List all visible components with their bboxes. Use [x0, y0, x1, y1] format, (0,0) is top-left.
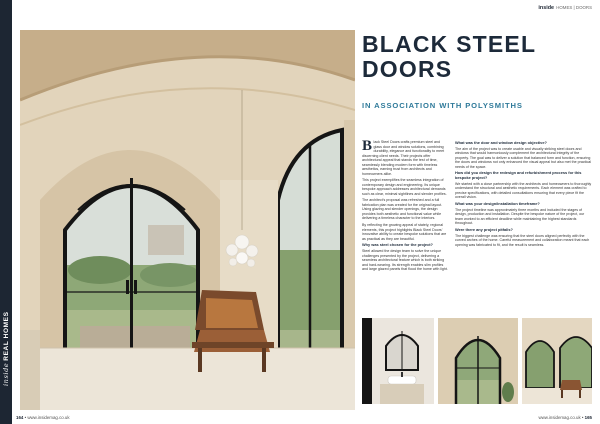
body-paragraph: This project exemplifies the seamless integration of contemporary design and engineering. Its unique bespoke approach addresses architectural demands such as clear, minimal sightlines and slender profiles. — [362, 178, 447, 196]
footer-url-left: www.insidemag.co.uk — [27, 415, 70, 420]
thumbnail-living-room — [522, 318, 592, 404]
body-paragraph: By reflecting the growing appeal of stately, regional elements, this project highlights Black Steel Doors' innovative ability to create bespoke solutions that are as practical as they are beautiful. — [362, 223, 447, 241]
band-brand: inside — [2, 362, 10, 386]
footer-url-right: www.insidemag.co.uk — [538, 415, 581, 420]
page-subtitle: IN ASSOCIATION WITH POLYSMITHS — [362, 101, 523, 110]
body-paragraph: The architect's proposal was refreshed and a full fabrication plan was created for the original layout. Using glazing and slender openings, the design provides both aesthetic and functional value while delivering a timeless character to the interiors. — [362, 198, 443, 221]
section-band — [0, 0, 12, 424]
body-paragraph: We started with a close partnership with the architects and homeowners to thoroughly understand the structural and aesthetic requirements. Each element was crafted to precise specifications, with detailed consultations ensuring that every piece fit the overall vision. — [455, 181, 592, 200]
thumbnail-arch-door — [438, 318, 518, 404]
body-column-2 — [455, 140, 592, 316]
question-heading: Were there any project pitfalls? — [455, 227, 513, 232]
footer-separator: • — [581, 415, 584, 420]
title-line-2: DOORS — [362, 56, 453, 82]
intro-paragraph — [362, 140, 448, 176]
footer-right — [538, 415, 592, 420]
footer-separator: • — [24, 415, 27, 420]
body-paragraph: The biggest challenge was ensuring that the steel doors aligned perfectly with the curved arches of the home. Careful measurement and collaboration meant that each opening was fabricated to fit, and the result is seamless. — [455, 233, 590, 247]
thumbnail-bathroom — [362, 318, 434, 404]
band-section: REAL HOMES — [3, 311, 10, 361]
page-title — [362, 32, 594, 82]
drop-cap: B — [362, 140, 373, 154]
running-header — [538, 5, 592, 11]
page-number-right: 165 — [584, 415, 592, 420]
question-heading: Why was steel chosen for the project? — [362, 242, 433, 248]
section-label — [2, 311, 10, 386]
question-heading: How did you design the redesign and refurbishment process for this bespoke project? — [455, 170, 582, 181]
title-line-1: BLACK STEEL — [362, 31, 537, 57]
question-heading: What was your design/installation timeframe? — [455, 201, 540, 207]
header-brand: inside — [538, 5, 554, 11]
body-paragraph: Steel allowed the design team to solve the unique challenges presented by the project, delivering a seamless architectural feature which is both striking and hard-wearing. Its strength enables slim profiles and large glazed panels that flood the home with light. — [362, 249, 448, 272]
question-heading: What was the door and window design objective? — [455, 140, 547, 145]
hero-photo — [20, 30, 355, 410]
body-paragraph: The project timeline was approximately three months and included the stages of design, production and installation. Despite the bespoke nature of the project, our team worked to an efficient deadline while maintaining the highest standards throughout. — [455, 207, 585, 226]
page-number-left: 164 — [16, 415, 24, 420]
body-column-1 — [362, 140, 448, 316]
intro-text: lack Steel Doors crafts premium steel and glass door and window solutions, combining durability, elegance and functionality to meet discerning client needs. Their projects offer architectural appeal that stands the test of time, seamlessly blending modern form with timeless aesthetics, earning trust from architects and homeowners alike. — [362, 140, 445, 176]
header-section: HOMES | DOORS — [556, 5, 592, 10]
footer-left — [16, 415, 70, 420]
body-paragraph: The aim of the project was to create usable and visually striking steel doors and windows that would harmoniously complement the architectural integrity of the property. The goal was to deliver a solution that balanced form and function, ensuring the doors and windows not only enhanced the visual appeal but also met the practical needs of the space. — [455, 146, 592, 169]
